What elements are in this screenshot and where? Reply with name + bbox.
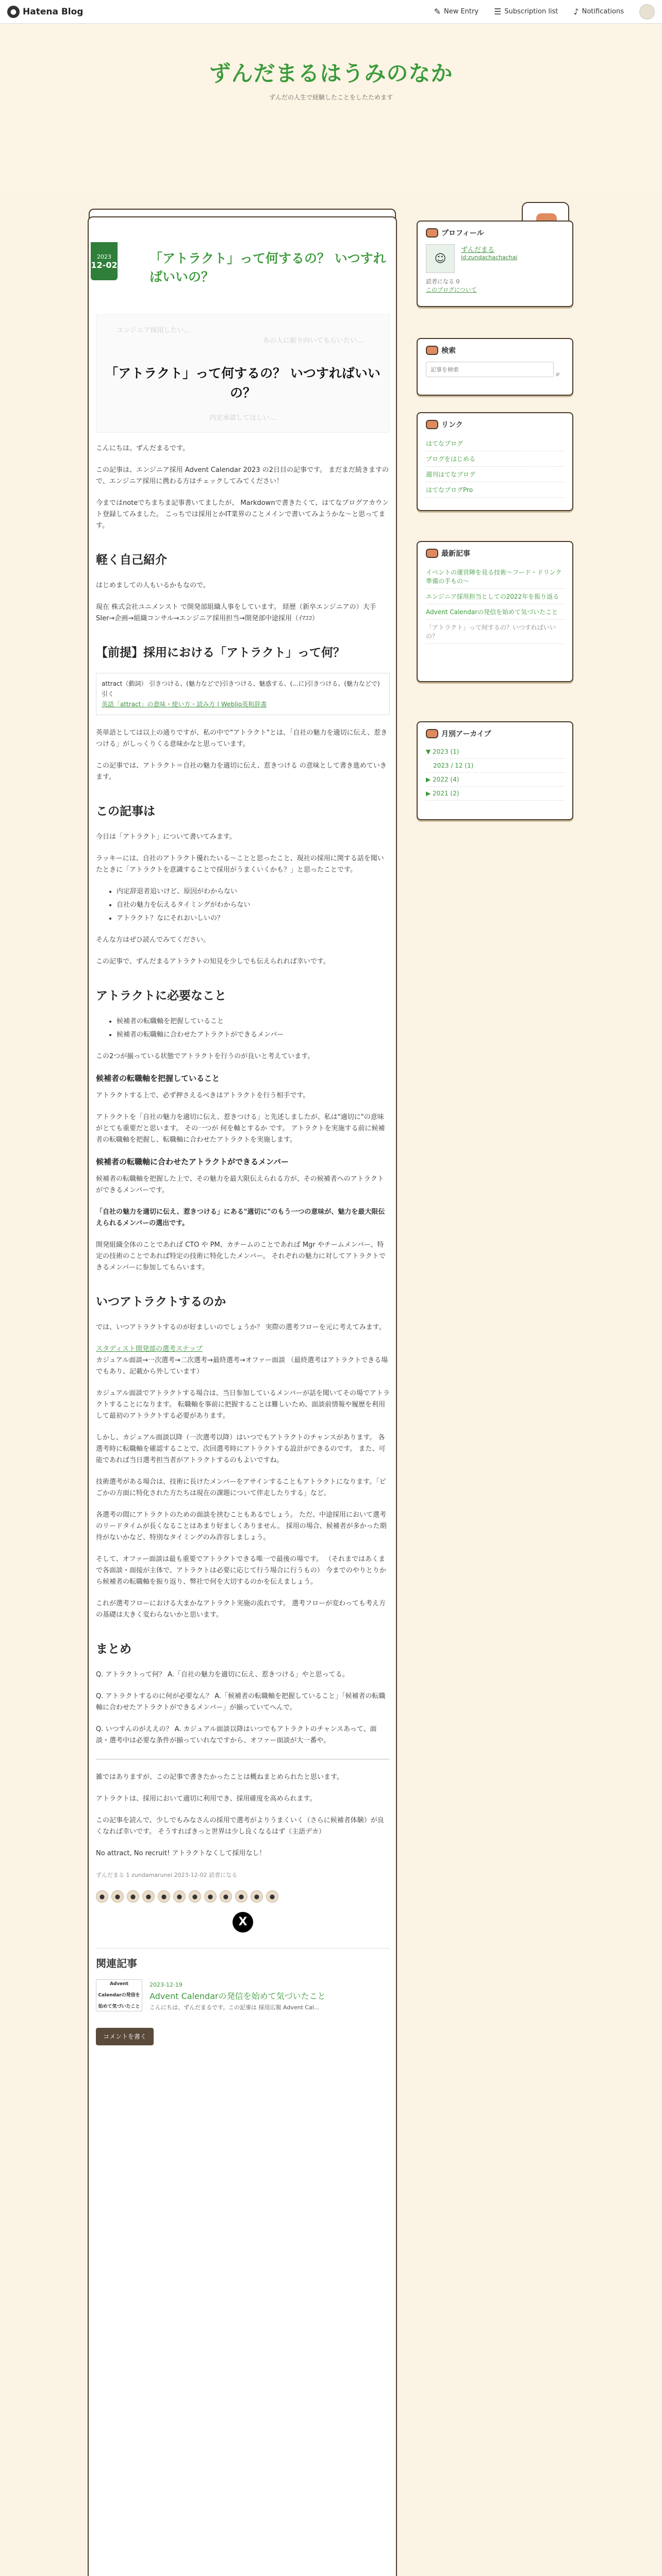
recent-heading: 最新記事: [426, 548, 564, 558]
write-comment-button[interactable]: コメントを書く: [96, 2028, 154, 2045]
share-icon[interactable]: ●: [173, 1890, 186, 1903]
paragraph: カジュアル面談でアトラクトする場合は、当日参加しているメンバーが話を聞いてその場でアトラクトすることになります。 転職軸を事前に把握することは難しいため、面談前情報や履歴を利用して最初のアトラクトする必要があります。: [96, 1389, 390, 1420]
share-buttons: [96, 1890, 390, 1903]
article-body: [96, 314, 390, 2045]
hatena-logo-icon: ●: [7, 6, 20, 18]
post-title[interactable]: 「アトラクト」って何するの？ いつすればいいの？: [150, 251, 386, 284]
related-title[interactable]: Advent Calendarの発信を始めて気づいたこと: [150, 1991, 326, 2001]
list-item: • 内定辞退者追いけど、原因がわからない: [117, 886, 390, 897]
list-item: • 候補者の転職軸を把握していること: [117, 1016, 390, 1027]
subheading-axis: 候補者の転職軸を把握していること: [96, 1074, 220, 1083]
paragraph: この記事を読んで、少しでもみなさんの採用で選考がよりうまくいく（さらに候補者体験）が良くなれば幸いです。 そうすればきっと世界は少し良くなるはず（主語デカ）: [96, 1817, 384, 1836]
related-articles: [96, 1948, 390, 2013]
search-icon[interactable]: ⌕: [556, 370, 560, 378]
about-list: [117, 886, 390, 924]
paragraph: 各選考の間にアトラクトのための面談を挟むこともあるでしょう。 ただ、中途採用において選考のリードタイムが長くなることはあまり好ましくありません。 採用の場合、候補者が多かった期待がないかなど、特別なタイミングのみ許容しましょう。: [96, 1511, 387, 1541]
profile-readers[interactable]: 読者になる 0: [426, 278, 460, 285]
heading-summary: まとめ: [96, 1642, 131, 1656]
recent-post-link[interactable]: Advent Calendarの発信を始めて気づいたこと: [426, 604, 564, 620]
paragraph: アトラクトする上で、必ず押さえるべきはアトラクトを行う相手です。: [96, 1092, 310, 1099]
qa-item: Q. アトラクトって何？ A.「自社の魅力を適切に伝え、惹きつける」やと思ってる。: [96, 1671, 349, 1679]
paragraph: ラッキーには、自社のアトラクト優れたいる〜ことと思ったこと、現社の採用に関する話を聞いたときに「アトラクトを意識することで採用がうまくいくかも？」と思ったことです。: [96, 855, 384, 874]
blog-header: [0, 24, 662, 194]
user-avatar[interactable]: [639, 4, 655, 20]
profile-name[interactable]: ずんだまる: [461, 246, 495, 254]
profile-id[interactable]: id:zundachachachai: [461, 254, 518, 261]
search-input[interactable]: [426, 362, 554, 377]
blog-description: ずんだの人生で経験したことをしたためます: [269, 94, 393, 101]
paragraph: アトラクトは、採用において適切に利用でき、採用確度を高められます。: [96, 1795, 317, 1803]
top-bar: [0, 0, 662, 24]
share-icon[interactable]: ●: [266, 1890, 278, 1903]
heading-premise: 【前提】採用における「アトラクト」って何？: [96, 646, 345, 659]
related-thumbnail[interactable]: Advent Calendarの発信を始めて気づいたこと: [96, 1979, 142, 2011]
date-badge: [91, 242, 118, 280]
eyecatch-right-text: あの人に振り向いてもらいたい…: [262, 337, 363, 345]
paragraph: この記事で、ずんだまるアトラクトの知見を少しでも伝えられれば幸いです。: [96, 958, 330, 965]
paragraph: アトラクトを「自社の魅力を適切に伝え、惹きつける」と先述しましたが、私は"適切に"の意味がとても重要だと思います。 その一つが 何を軸とするか です。 アトラクトを実施する前に候補者の転職軸を把握し、転職軸に合わせたアトラクトを実施します。: [96, 1113, 385, 1144]
bell-icon: ♪: [573, 7, 579, 16]
search-heading: 検索: [426, 345, 564, 355]
list-item: • アトラクト？なにそれおいしいの？: [117, 913, 390, 924]
paragraph: これが選考フローにおける大まかなアトラクト実施の流れです。 選考フローが変わっても考え方の基礎は大きく変わらないかと思います。: [96, 1600, 386, 1619]
eyecatch-bottom-text: 内定承諾してほしい…: [209, 414, 276, 422]
archive-month-link[interactable]: 2023 / 12 (1): [426, 759, 564, 773]
sidebar-link[interactable]: 週刊はてなブログ: [426, 467, 564, 482]
qa-item: Q. アトラクトするのに何が必要なん？ A.「候補者の転職軸を把握していること」「候補者の転職軸に合わせたアトラクトができるメンバー」が揃っていてへんで。: [96, 1692, 386, 1711]
share-icon[interactable]: ●: [189, 1890, 201, 1903]
paragraph: 現在 株式会社ユニメンスト で開発部組織人事をしています。 経歴（新卒エンジニアの）大手SIer→企画→組織コンサル→エンジニア採用担当→開発部中途採用（ｲﾏｺｺ）: [96, 603, 376, 622]
archive-year-link[interactable]: ▶ 2021 (2): [426, 787, 564, 801]
sidebar-link[interactable]: ブログをはじめる: [426, 451, 564, 467]
heading-about: この記事は: [96, 805, 155, 818]
share-icon[interactable]: ●: [96, 1890, 108, 1903]
recent-post-link[interactable]: 「アトラクト」って何するの？いつすればいいの？: [426, 620, 564, 644]
share-icon[interactable]: ●: [127, 1890, 139, 1903]
about-blog-link[interactable]: このブログについて: [426, 286, 477, 293]
related-card[interactable]: [96, 1979, 390, 2013]
search-widget: [417, 338, 573, 396]
date-day: 12-02: [91, 260, 118, 270]
date-year: 2023: [97, 253, 111, 260]
sidebar-link[interactable]: はてなブログPro: [426, 482, 564, 498]
related-excerpt: こんにちは、ずんだまるです。この記事は 採用広報 Advent Cal...: [150, 2004, 320, 2011]
links-heading: リンク: [426, 419, 564, 430]
subheading-member: 候補者の転職軸に合わせたアトラクトができるメンバー: [96, 1157, 289, 1166]
related-date: 2023-12-19: [150, 1981, 183, 1988]
notifications-label: Notifications: [582, 8, 624, 15]
list-icon: ☰: [494, 7, 502, 16]
archive-heading: 月別アーカイブ: [426, 728, 564, 739]
signoff: No attract, No recruit! アトラクトなくして採用なし！: [96, 1850, 266, 1857]
paragraph: しかし、カジュアル面談以降（一次選考以降）はいつでもアトラクトのチャンスがあります。 各選考時に転職軸を確認することで、次回選考時にアトラクトする設計ができるのです。 また、可能であれば当日選考担当者がアトラクトするのもよいですね。: [96, 1434, 386, 1464]
paragraph: 開発組織全体のことであれば CTO や PM、カチームのことであれば Mgr やチームメンバー、特定の技術のことであれば特定の技術に特化したメンバー。 それぞれの魅力に対してアトラクトできるメンバーに参加してもらいます。: [96, 1241, 386, 1272]
paragraph: そんな方はぜひ読んでみてください。: [96, 936, 210, 944]
share-icon[interactable]: ●: [204, 1890, 217, 1903]
heading-when: いつアトラクトするのか: [96, 1295, 226, 1309]
share-icon[interactable]: ●: [251, 1890, 263, 1903]
list-item: • 自社の魅力を伝えるタイミングがわからない: [117, 900, 390, 911]
archive-widget: [417, 721, 573, 820]
brand-name: Hatena Blog: [23, 6, 84, 17]
new-entry-link[interactable]: [434, 7, 478, 16]
profile-heading: プロフィール: [426, 228, 564, 238]
blog-title[interactable]: ずんだまるはうみのなか: [209, 61, 453, 86]
list-item: • 候補者の転職軸に合わせたアトラクトができるメンバー: [117, 1029, 390, 1041]
profile-avatar[interactable]: ☺: [426, 244, 455, 273]
paragraph: この2つが揃っている状態でアトラクトを行うのが良いと考えています。: [96, 1053, 315, 1060]
quote-source-link[interactable]: 英語「attract」の意味・使い方・読み方 | Weblio英和辞書: [102, 701, 267, 708]
paragraph: では、いつアトラクトするのが好ましいのでしょうか？ 実際の選考フローを元に考えてみます。: [96, 1324, 386, 1331]
share-icon[interactable]: ●: [235, 1890, 247, 1903]
paragraph: はじめましての人もいるかもなので。: [96, 582, 210, 589]
paragraph: 今日は「アトラクト」について書いてみます。: [96, 833, 236, 841]
paragraph: この記事は、エンジニア採用 Advent Calendar 2023 の2日目の記事です。 まだまだ続きますので、エンジニア採用に携わる方はチェックしてみてください！: [96, 466, 389, 485]
recent-post-link[interactable]: エンジニア採用担当としての2022年を振り返る: [426, 589, 564, 604]
sidebar-link[interactable]: はてなブログ: [426, 436, 564, 451]
paragraph: この記事では、アトラクト＝自社の魅力を適切に伝え、惹きつける の意味として書き進めていきます。: [96, 762, 387, 781]
profile-widget: [417, 221, 573, 307]
related-heading: 関連記事: [96, 1957, 137, 1970]
blockquote: [96, 673, 390, 715]
share-icon[interactable]: ●: [220, 1890, 232, 1903]
eyecatch-left-text: エンジニア採用したい…: [117, 327, 191, 334]
recent-post-link[interactable]: イベントの運営陣を見る技術〜フード・ドリンク準備の手もの〜: [426, 565, 564, 589]
paragraph: 今まではnoteでちまちま記事書いてましたが、 Markdownで書きたくて、はてなブログアカウント登録してみました。 こっちでは採用とかIT業界のことメインで書いてみようかな〜と思ってます。: [96, 499, 389, 530]
share-icon[interactable]: ●: [142, 1890, 155, 1903]
new-entry-label: New Entry: [443, 8, 479, 15]
share-icon[interactable]: ●: [158, 1890, 170, 1903]
links-widget: [417, 412, 573, 511]
paragraph: 技術選考がある場合は、技術に長けたメンバーをアサインすることもアトラクトになります。「ピごかの方面に特化された方たちは現在の課題について伴走したりする」など。: [96, 1478, 386, 1497]
paragraph: 雑ではありますが、この記事で書きたかったことは概ねまとめられたと思います。: [96, 1773, 343, 1781]
share-icon[interactable]: ●: [111, 1890, 124, 1903]
paragraph: 候補者の転職軸を把握した上で、その魅力を最大限伝えられる方が、その候補者へのアトラクトができるメンバーです。: [96, 1175, 384, 1194]
paragraph: 英単語としては以上の通りですが、私の中で"アトラクト"とは、「自社の魅力を適切に伝え、惹きつける」がしっくりくる意味かなと思っています。: [96, 729, 388, 748]
x-share-button[interactable]: X: [233, 1912, 253, 1933]
selection-steps-link[interactable]: スタディスト開発部の選考ステップ: [96, 1345, 203, 1353]
heading-intro: 軽く自己紹介: [96, 553, 167, 567]
quote-text: attract（動詞） 引きつける、(魅力などで)引きつける、魅惑する、(...に)引きつける、(魅力などで)引く: [102, 680, 380, 698]
archive-year-link[interactable]: ▼ 2023 (1): [426, 745, 564, 759]
paragraph: そして、オファー面談は最も重要でアトラクトできる唯一で最後の場です。 （それまではあくまで各面談・面接が主体で、アトラクトは必要に応じて行う場合に行うもの） 今までのやりとりから候補者の転職軸を振り返り、弊社で何を大切するのかを伝えましょう。: [96, 1555, 386, 1586]
paragraph: こんにちは。ずんだまるです。: [96, 445, 189, 452]
hatena-logo[interactable]: [7, 6, 83, 18]
eyecatch-title: 「アトラクト」って何するの？ いつすればいいの？: [105, 366, 380, 400]
eyecatch-image: [96, 314, 390, 433]
post-meta: ずんだまる 1 zundamarunei 2023-12-02 読者になる: [96, 1872, 238, 1878]
subscription-link[interactable]: [494, 7, 558, 16]
paragraph: カジュアル面談→一次選考→二次選考→最終選考→オファー面談 （最終選考はアトラクトできる場でもあり、記載から外しています）: [96, 1357, 388, 1376]
paragraph: 「自社の魅力を適切に伝え、惹きつける」にある"適切に"のもう一つの意味が、魅力を最大限伝えられるメンバーの選出です。: [96, 1208, 385, 1227]
heading-need: アトラクトに必要なこと: [96, 989, 226, 1003]
archive-year-link[interactable]: ▶ 2022 (4): [426, 773, 564, 787]
pencil-icon: ✎: [434, 7, 441, 16]
need-list: [117, 1016, 390, 1041]
notifications-link[interactable]: [573, 7, 624, 16]
qa-item: Q. いつすんのがええの？ A. カジュアル面談以降はいつでもアトラクトのチャンスあって、面談・選考中は必要な条件が揃っていれなですから、オファー面談が大一番や。: [96, 1725, 377, 1744]
subscription-label: Subscription list: [504, 8, 558, 15]
recent-posts-widget: [417, 541, 573, 682]
